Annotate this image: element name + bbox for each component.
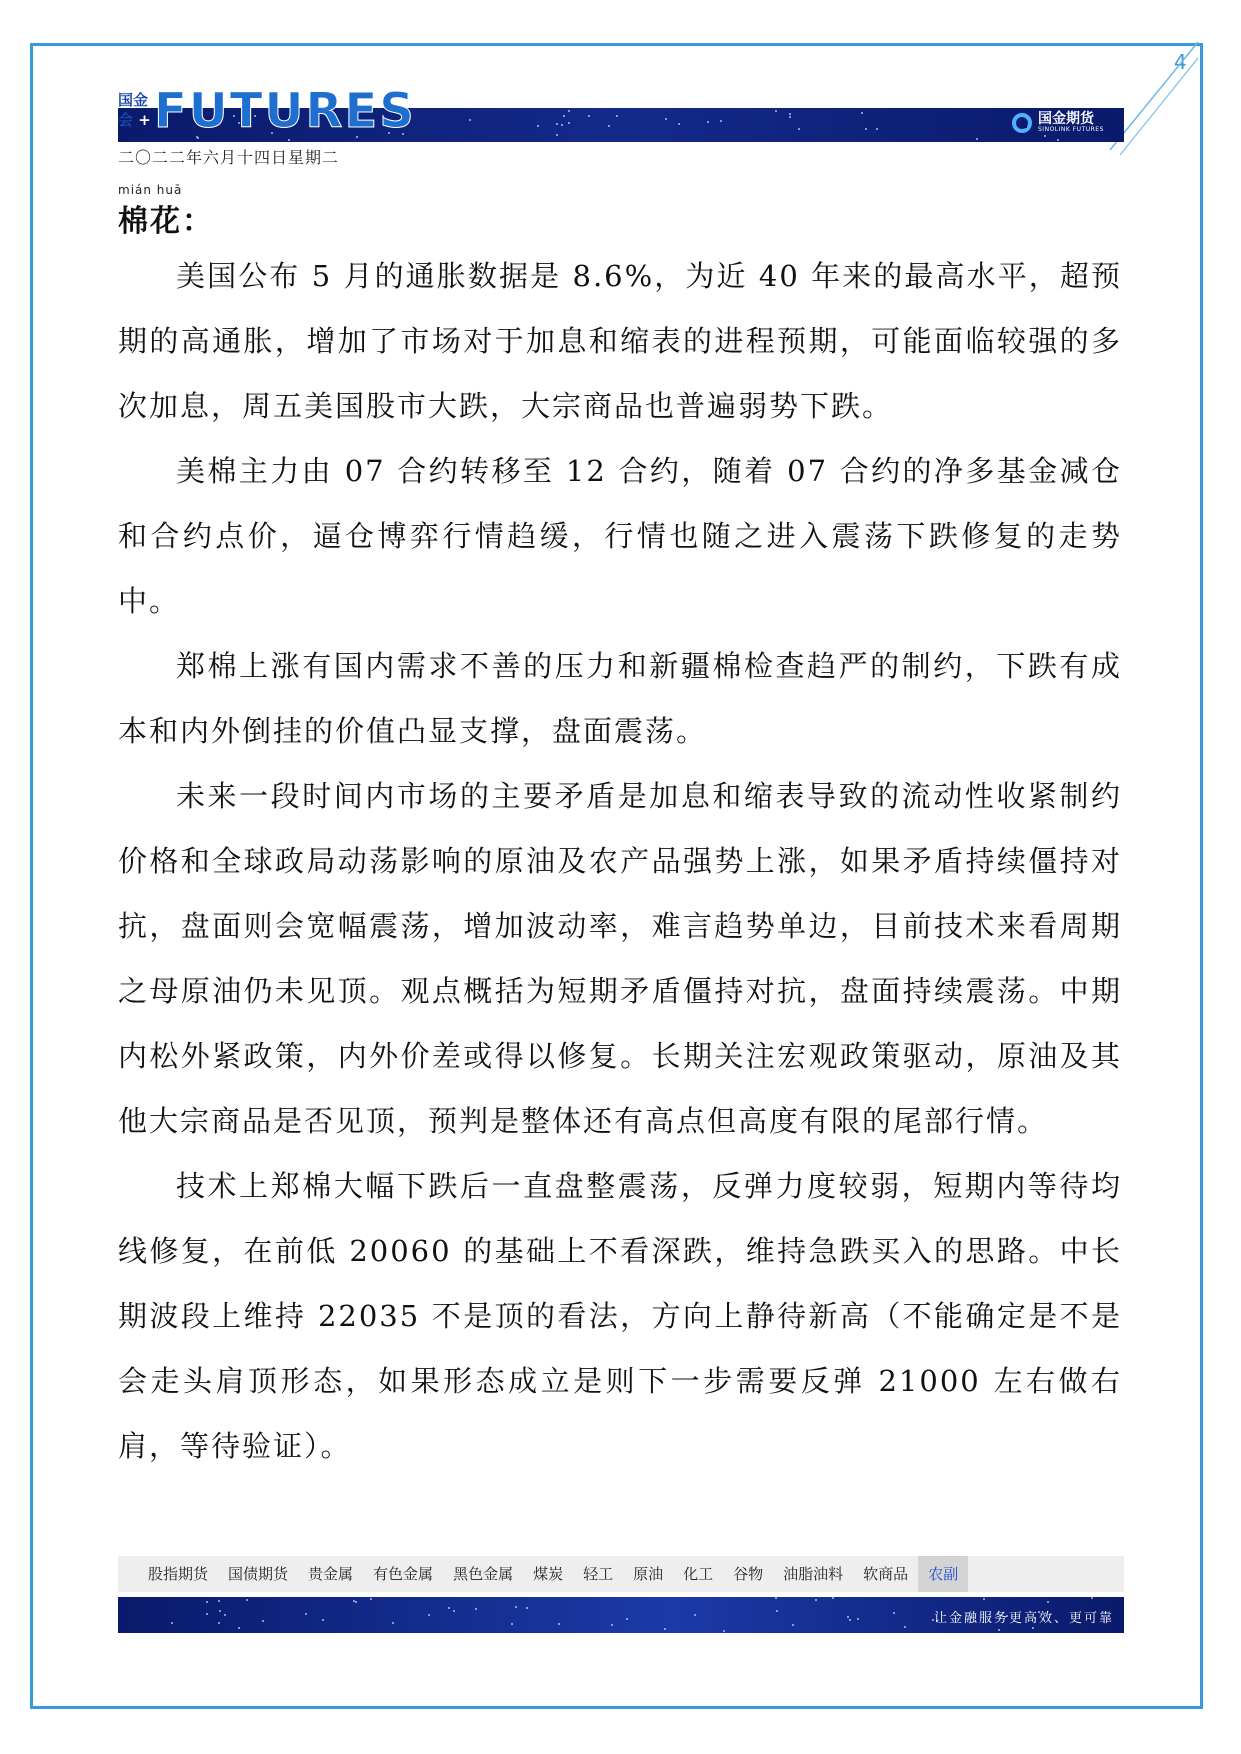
futures-logo [118, 83, 416, 144]
star-dot [723, 1630, 725, 1632]
star-dot [893, 1612, 895, 1614]
brand-cn: 国金期货 [1038, 111, 1094, 127]
star-dot [626, 1618, 628, 1620]
star-dot [206, 1601, 208, 1603]
star-dot [537, 125, 539, 127]
star-dot [678, 123, 680, 125]
star-dot [792, 1624, 794, 1626]
brand-en: SINOLINK FUTURES [1038, 126, 1104, 133]
star-dot [1032, 1627, 1034, 1629]
star-dot [1044, 135, 1046, 137]
paragraph: 郑棉上涨有国内需求不善的压力和新疆棉检查趋严的制约，下跌有成本和内外倒挂的价值凸显支撑，盘面震荡。 [118, 649, 1122, 748]
paragraph: 技术上郑棉大幅下跌后一直盘整震荡，反弹力度较弱，短期内等待均线修复，在前低 20060 的基础上不看深跌，维持急跌买入的思路。中长期波段上维持 22035 不是顶的看法，方向上静待新高（不能确定是不是会走头肩顶形态，如果形态成立是则下一步需要反弹 21000 左右做右肩，等待验证）。 [118, 1169, 1122, 1463]
star-dot [775, 110, 777, 112]
star-dot [206, 1613, 208, 1615]
star-dot [694, 1614, 696, 1616]
star-dot [370, 1598, 372, 1600]
section-title: 棉花： [118, 204, 214, 239]
star-dot [556, 123, 558, 125]
star-dot [515, 1606, 517, 1608]
logo-cn-top: 国金 [118, 91, 149, 109]
star-dot [475, 1608, 477, 1610]
star-dot [392, 1622, 394, 1624]
star-dot [238, 1627, 240, 1629]
paragraph: 美国公布 5 月的通胀数据是 8.6%，为近 40 年来的最高水平，超预期的高通胀，增加了市场对于加息和缩表的进程预期，可能面临较强的多次加息，周五美国股市大跌，大宗商品也普遍弱势下跌。 [118, 259, 1122, 423]
category-item[interactable]: 有色金属 [373, 1565, 434, 1583]
logo-futures-text: FUTURES [154, 83, 416, 139]
star-dot [171, 1622, 173, 1624]
star-dot [876, 128, 878, 130]
star-dot [246, 1599, 248, 1601]
sinolink-logo-icon [1012, 113, 1032, 133]
paragraph: 未来一段时间内市场的主要矛盾是加息和缩表导致的流动性收紧制约价格和全球政局动荡影响的原油及农产品强势上涨，如果矛盾持续僵持对抗，盘面则会宽幅震荡，增加波动率，难言趋势单边，目前技术来看周期之母原油仍未见顶。观点概括为短期矛盾僵持对抗，盘面持续震荡。中期内松外紧政策，内外价差或得以修复。长期关注宏观政策驱动，原油及其他大宗商品是否见顶，预判是整体还有高点但高度有限的尾部行情。 [118, 779, 1122, 1138]
star-dot [558, 1623, 560, 1625]
star-dot [998, 1629, 1000, 1631]
category-item[interactable]: 黑色金属 [453, 1565, 514, 1583]
star-dot [776, 1610, 778, 1612]
section-pinyin: mián huā [118, 183, 183, 197]
sinolink-logo [1012, 112, 1104, 134]
category-item[interactable]: 原油 [633, 1565, 664, 1583]
star-dot [563, 115, 565, 117]
star-dot [847, 1616, 849, 1618]
star-dot [305, 1613, 307, 1615]
star-dot [857, 1618, 859, 1620]
star-dot [665, 118, 667, 120]
star-dot [775, 1597, 777, 1599]
star-dot [448, 1607, 450, 1609]
category-item[interactable]: 谷物 [733, 1565, 764, 1583]
star-dot [815, 1599, 817, 1601]
category-item[interactable]: 软商品 [863, 1565, 909, 1583]
star-dot [219, 1610, 221, 1612]
star-dot [262, 1620, 264, 1622]
star-dot [720, 120, 722, 122]
star-dot [588, 115, 590, 117]
star-dot [355, 1601, 357, 1603]
star-dot [224, 1614, 226, 1616]
paragraph: 美棉主力由 07 合约转移至 12 合约，随着 07 合约的净多基金减仓和合约点价，逼仓博弈行情趋缓，行情也随之进入震荡下跌修复的走势中。 [118, 454, 1122, 618]
footer-slogan: 让金融服务更高效、更可靠 [933, 1611, 1114, 1626]
category-item[interactable]: 油脂油料 [783, 1565, 844, 1583]
star-dot [1091, 1597, 1093, 1599]
logo-cn-bottom: 会 [118, 111, 134, 129]
star-dot [664, 1628, 666, 1630]
star-dot [469, 119, 471, 121]
star-dot [561, 124, 563, 126]
star-dot [904, 1626, 906, 1628]
star-dot [322, 1619, 324, 1621]
star-dot [1057, 139, 1059, 141]
star-dot [511, 1623, 513, 1625]
star-dot [849, 1619, 851, 1621]
star-dot [832, 1597, 834, 1599]
star-dot [976, 138, 978, 140]
category-item[interactable]: 股指期货 [148, 1565, 209, 1583]
article-body [118, 244, 1122, 1479]
star-dot [1047, 1601, 1049, 1603]
star-dot [983, 1598, 985, 1600]
report-date: 二〇二二年六月十四日星期二 [118, 148, 340, 167]
star-dot [526, 1607, 528, 1609]
category-item[interactable]: 贵金属 [308, 1565, 354, 1583]
star-dot [218, 1622, 220, 1624]
star-dot [428, 1614, 430, 1616]
corner-decoration [1100, 40, 1200, 160]
category-nav [118, 1556, 1124, 1592]
category-item[interactable]: 轻工 [583, 1565, 614, 1583]
category-item-active[interactable]: 农副 [918, 1556, 968, 1592]
star-dot [789, 113, 791, 115]
star-dot [789, 116, 791, 118]
star-dot [865, 128, 867, 130]
star-dot [707, 121, 709, 123]
page-number: 4 [1174, 50, 1187, 74]
star-dot [218, 1600, 220, 1602]
category-item[interactable]: 国债期货 [228, 1565, 289, 1583]
star-dot [611, 1624, 613, 1626]
category-item[interactable]: 化工 [683, 1565, 714, 1583]
star-dot [556, 134, 558, 136]
star-dot [568, 110, 570, 112]
logo-plus: + [138, 111, 151, 129]
star-dot [568, 122, 570, 124]
star-dot [861, 112, 863, 114]
star-dot [616, 115, 618, 117]
footer-banner [118, 1597, 1124, 1633]
star-dot [453, 1610, 455, 1612]
star-dot [608, 125, 610, 127]
star-dot [798, 128, 800, 130]
logo-cn-mark [118, 90, 154, 130]
category-item[interactable]: 煤炭 [533, 1565, 564, 1583]
